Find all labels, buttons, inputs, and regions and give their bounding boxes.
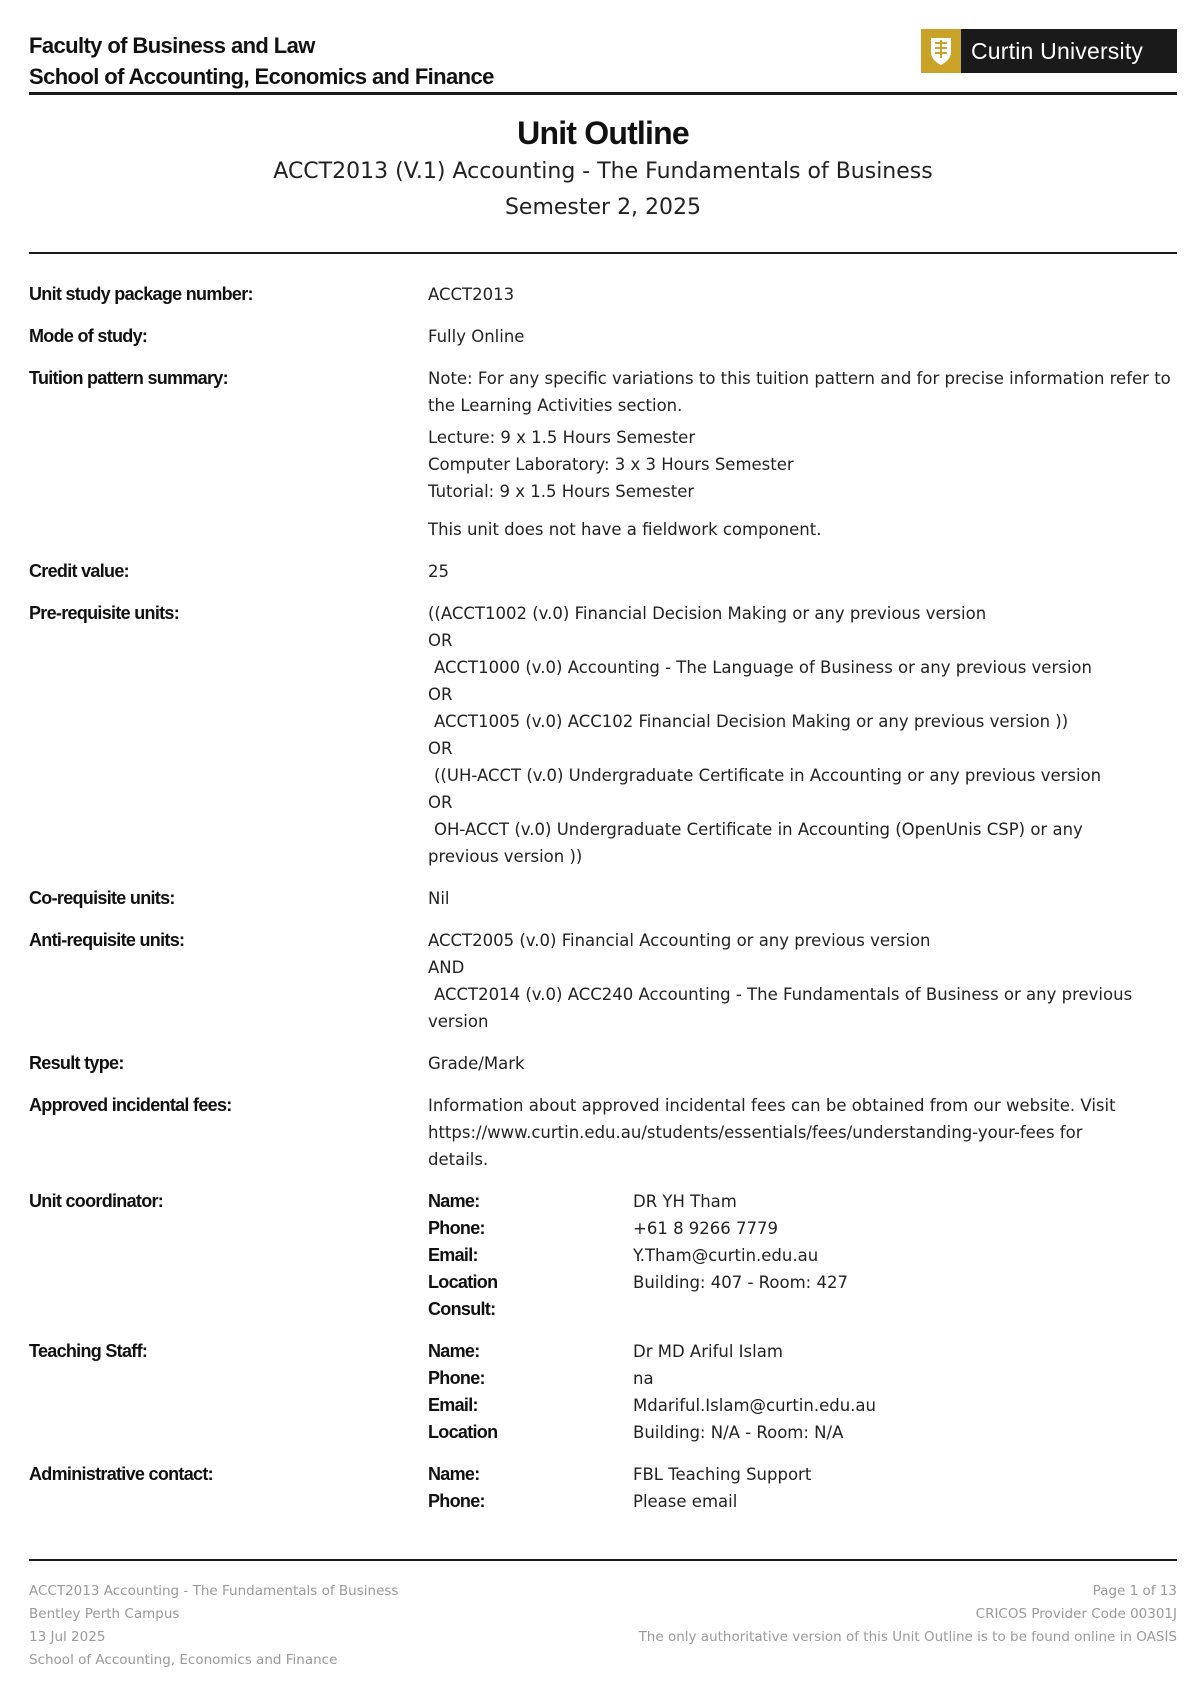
prereq-line: previous version )) bbox=[428, 847, 583, 866]
teacher-phone: na bbox=[633, 1369, 654, 1388]
detail-label: Unit study package number: bbox=[29, 284, 253, 304]
teacher-location: Building: N/A - Room: N/A bbox=[633, 1423, 844, 1442]
detail-row-package bbox=[29, 281, 1177, 308]
title-block bbox=[29, 112, 1177, 226]
page-header bbox=[29, 30, 1177, 94]
detail-label: Administrative contact: bbox=[29, 1464, 213, 1484]
detail-label: Teaching Staff: bbox=[29, 1341, 148, 1361]
footer-unit: ACCT2013 Accounting - The Fundamentals of Business bbox=[29, 1583, 399, 1599]
detail-value: Grade/Mark bbox=[428, 1054, 525, 1073]
fees-url[interactable]: https://www.curtin.edu.au/students/essentials/fees/understanding-your-fees for bbox=[428, 1123, 1083, 1142]
faculty-name: Faculty of Business and Law bbox=[29, 33, 315, 58]
contact-row bbox=[428, 1488, 1177, 1515]
detail-row-admin bbox=[29, 1461, 1177, 1515]
unit-outline-page bbox=[29, 0, 1177, 1698]
contact-row bbox=[428, 1242, 1177, 1269]
coordinator-email[interactable]: Y.Tham@curtin.edu.au bbox=[633, 1246, 819, 1265]
contact-row bbox=[428, 1338, 1177, 1365]
detail-row-antireq bbox=[29, 927, 1177, 1035]
antireq-line: version bbox=[428, 1012, 489, 1031]
unit-title: ACCT2013 (V.1) Accounting - The Fundamentals of Business bbox=[273, 159, 933, 184]
contact-field-label: Name: bbox=[428, 1191, 480, 1211]
contact-row bbox=[428, 1188, 1177, 1215]
footer-divider bbox=[29, 1559, 1177, 1561]
contact-row bbox=[428, 1296, 1177, 1323]
detail-label: Mode of study: bbox=[29, 326, 148, 346]
detail-row-coordinator bbox=[29, 1188, 1177, 1323]
detail-row-credit bbox=[29, 558, 1177, 585]
tuition-note: Note: For any specific variations to this tuition pattern and for precise information refer to the Learning Activities section. bbox=[428, 369, 1171, 415]
contact-field-label: Email: bbox=[428, 1245, 478, 1265]
semester-label: Semester 2, 2025 bbox=[504, 195, 702, 220]
curtin-logo bbox=[921, 29, 1177, 73]
detail-value: ACCT2013 bbox=[428, 285, 515, 304]
detail-value: Fully Online bbox=[428, 327, 525, 346]
detail-label: Approved incidental fees: bbox=[29, 1095, 232, 1115]
detail-label: Pre-requisite units: bbox=[29, 603, 180, 623]
contact-field-label: Phone: bbox=[428, 1218, 485, 1238]
detail-value: Nil bbox=[428, 889, 450, 908]
detail-value bbox=[428, 1092, 1177, 1173]
prereq-line: OR bbox=[428, 631, 453, 650]
prereq-line: ((ACCT1002 (v.0) Financial Decision Making or any previous version bbox=[428, 604, 987, 623]
detail-label: Tuition pattern summary: bbox=[29, 368, 228, 388]
footer-school: School of Accounting, Economics and Finance bbox=[29, 1652, 338, 1668]
detail-row-teaching bbox=[29, 1338, 1177, 1446]
detail-label: Co-requisite units: bbox=[29, 888, 175, 908]
contact-field-label: Name: bbox=[428, 1464, 480, 1484]
detail-value bbox=[428, 600, 1177, 870]
footer-date: 13 Jul 2025 bbox=[29, 1629, 106, 1645]
footer-left bbox=[29, 1580, 398, 1672]
contact-row bbox=[428, 1461, 1177, 1488]
school-name: School of Accounting, Economics and Finance bbox=[29, 64, 494, 89]
contact-field-label: Phone: bbox=[428, 1368, 485, 1388]
coordinator-phone: +61 8 9266 7779 bbox=[633, 1219, 779, 1238]
antireq-line: ACCT2005 (v.0) Financial Accounting or any previous version bbox=[428, 931, 931, 950]
contact-field-label: Phone: bbox=[428, 1491, 485, 1511]
footer-campus: Bentley Perth Campus bbox=[29, 1606, 180, 1622]
oasis-notice: The only authoritative version of this Unit Outline is to be found online in OASIS bbox=[638, 1629, 1177, 1645]
detail-label: Result type: bbox=[29, 1053, 124, 1073]
logo-text: Curtin University bbox=[971, 37, 1144, 64]
coordinator-location: Building: 407 - Room: 427 bbox=[633, 1273, 848, 1292]
prereq-line: ACCT1000 (v.0) Accounting - The Language of Business or any previous version bbox=[434, 658, 1092, 677]
detail-value bbox=[428, 927, 1177, 1035]
contact-row bbox=[428, 1392, 1177, 1419]
curtin-shield-icon bbox=[921, 29, 961, 73]
detail-value bbox=[428, 1188, 1177, 1323]
page-number: Page 1 of 13 bbox=[1092, 1583, 1177, 1599]
admin-phone: Please email bbox=[633, 1492, 738, 1511]
contact-row bbox=[428, 1215, 1177, 1242]
footer-right bbox=[639, 1580, 1177, 1649]
contact-row bbox=[428, 1269, 1177, 1296]
page-title: Unit Outline bbox=[517, 115, 689, 151]
tuition-line: Tutorial: 9 x 1.5 Hours Semester bbox=[428, 482, 695, 501]
cricos-code: CRICOS Provider Code 00301J bbox=[975, 1606, 1177, 1622]
contact-field-label: Email: bbox=[428, 1395, 478, 1415]
detail-value: 25 bbox=[428, 562, 449, 581]
coordinator-name: DR YH Tham bbox=[633, 1192, 737, 1211]
faculty-school-heading bbox=[29, 30, 494, 92]
unit-details bbox=[29, 281, 1177, 1530]
contact-row bbox=[428, 1365, 1177, 1392]
detail-value bbox=[428, 365, 1177, 543]
contact-field-label: Name: bbox=[428, 1341, 480, 1361]
detail-row-prereq bbox=[29, 600, 1177, 870]
contact-field-label: Consult: bbox=[428, 1299, 496, 1319]
detail-row-fees bbox=[29, 1092, 1177, 1173]
detail-row-mode bbox=[29, 323, 1177, 350]
prereq-line: OH-ACCT (v.0) Undergraduate Certificate in Accounting (OpenUnis CSP) or any bbox=[434, 820, 1083, 839]
fees-line: Information about approved incidental fees can be obtained from our website. Visit bbox=[428, 1096, 1116, 1115]
detail-label: Unit coordinator: bbox=[29, 1191, 164, 1211]
contact-field-label: Location bbox=[428, 1422, 498, 1442]
detail-row-tuition bbox=[29, 365, 1177, 543]
contact-field-label: Location bbox=[428, 1272, 498, 1292]
detail-value bbox=[428, 1338, 1177, 1446]
antireq-line: ACCT2014 (v.0) ACC240 Accounting - The Fundamentals of Business or any previous bbox=[434, 985, 1133, 1004]
antireq-line: AND bbox=[428, 958, 465, 977]
tuition-line: Lecture: 9 x 1.5 Hours Semester bbox=[428, 428, 696, 447]
header-divider bbox=[29, 92, 1177, 95]
admin-name: FBL Teaching Support bbox=[633, 1465, 812, 1484]
teacher-name: Dr MD Ariful Islam bbox=[633, 1342, 783, 1361]
teacher-email[interactable]: Mdariful.Islam@curtin.edu.au bbox=[633, 1396, 876, 1415]
prereq-line: OR bbox=[428, 793, 453, 812]
prereq-line: OR bbox=[428, 739, 453, 758]
detail-label: Anti-requisite units: bbox=[29, 930, 185, 950]
detail-row-coreq bbox=[29, 885, 1177, 912]
coordinator-consult bbox=[633, 1296, 1177, 1323]
tuition-line: Computer Laboratory: 3 x 3 Hours Semester bbox=[428, 455, 794, 474]
contact-row bbox=[428, 1419, 1177, 1446]
prereq-line: OR bbox=[428, 685, 453, 704]
prereq-line: ACCT1005 (v.0) ACC102 Financial Decision Making or any previous version )) bbox=[434, 712, 1069, 731]
title-divider bbox=[29, 252, 1177, 254]
detail-label: Credit value: bbox=[29, 561, 129, 581]
detail-value bbox=[428, 1461, 1177, 1515]
fieldwork-note: This unit does not have a fieldwork component. bbox=[428, 520, 822, 539]
prereq-line: ((UH-ACCT (v.0) Undergraduate Certificate in Accounting or any previous version bbox=[434, 766, 1102, 785]
detail-row-result bbox=[29, 1050, 1177, 1077]
fees-line: details. bbox=[428, 1150, 489, 1169]
